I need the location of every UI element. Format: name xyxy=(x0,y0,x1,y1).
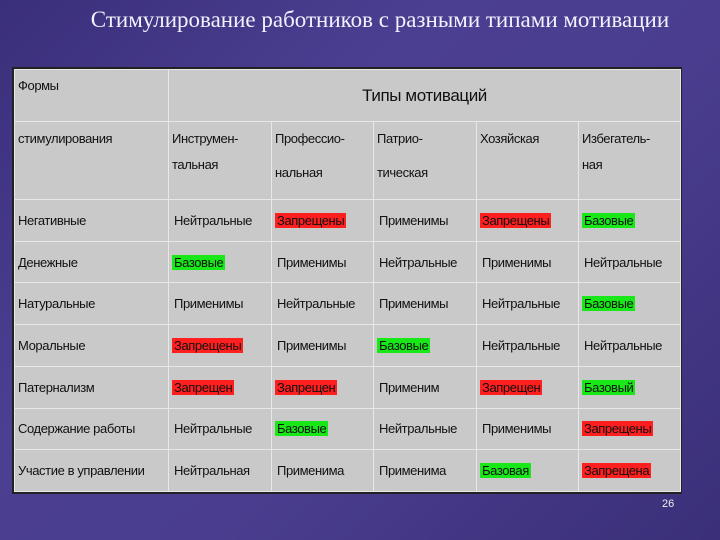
table-row xyxy=(15,408,681,450)
table-row xyxy=(15,450,681,492)
base-badge: Базовые xyxy=(277,421,327,437)
table-cell xyxy=(477,450,579,492)
table-cell xyxy=(374,450,477,492)
col-label-line1: Инструмен- xyxy=(172,131,239,146)
header-row-1 xyxy=(15,70,681,122)
row-form-label: Патернализм xyxy=(15,366,169,408)
cell-value: Нейтральные xyxy=(482,296,561,312)
table-cell xyxy=(477,408,579,450)
row-form-label: Содержание работы xyxy=(15,408,169,450)
forbidden-badge: Запрещены xyxy=(174,337,242,353)
base-badge: Базовая xyxy=(482,463,529,479)
cell-value: Нейтральная xyxy=(174,463,250,479)
cell-value: Нейтральные xyxy=(482,337,561,353)
header-motivation-types: Типы мотиваций xyxy=(169,70,681,122)
cell-value: Нейтральные xyxy=(584,337,663,353)
forbidden-badge: Запрещена xyxy=(584,463,650,479)
table-cell xyxy=(477,200,579,242)
table-cell xyxy=(374,200,477,242)
header-col-patriotic xyxy=(374,122,477,200)
table-cell xyxy=(169,283,272,325)
table-cell xyxy=(579,241,681,283)
table-cell xyxy=(374,325,477,367)
cell-value: Нейтральные xyxy=(174,421,253,437)
stimulation-table xyxy=(14,69,681,492)
table-cell xyxy=(272,200,374,242)
cell-value: Применимы xyxy=(379,296,449,312)
table-cell xyxy=(272,450,374,492)
table-cell xyxy=(579,408,681,450)
cell-value: Нейтральные xyxy=(277,296,356,312)
col-label-line2: нальная xyxy=(275,165,323,180)
base-badge: Базовые xyxy=(584,296,634,312)
table-cell xyxy=(579,325,681,367)
table-cell xyxy=(169,241,272,283)
table-cell xyxy=(374,241,477,283)
table-row xyxy=(15,366,681,408)
table-cell xyxy=(272,241,374,283)
table-cell xyxy=(272,408,374,450)
row-form-label: Денежные xyxy=(15,241,169,283)
forbidden-badge: Запрещен xyxy=(277,379,336,395)
forbidden-badge: Запрещены xyxy=(482,212,550,228)
col-label-line1: Избегатель- xyxy=(582,131,650,146)
table-cell xyxy=(272,366,374,408)
table-cell xyxy=(169,325,272,367)
header-col-professional xyxy=(272,122,374,200)
base-badge: Базовый xyxy=(584,379,634,395)
forbidden-badge: Запрещен xyxy=(174,379,233,395)
cell-value: Применимы xyxy=(174,296,244,312)
cell-value: Нейтральные xyxy=(379,421,458,437)
base-badge: Базовые xyxy=(584,212,634,228)
cell-value: Применима xyxy=(277,463,345,479)
col-label-line1: Патрио- xyxy=(377,131,423,146)
row-form-label: Негативные xyxy=(15,200,169,242)
page-number: 26 xyxy=(662,498,675,510)
row-form-label: Участие в управлении xyxy=(15,450,169,492)
header-col-avoidant xyxy=(579,122,681,200)
header-row-2 xyxy=(15,122,681,200)
header-col-master xyxy=(477,122,579,200)
row-form-label: Моральные xyxy=(15,325,169,367)
table-cell xyxy=(579,450,681,492)
cell-value: Применимы xyxy=(277,254,347,270)
table-row xyxy=(15,200,681,242)
col-label-line2: ная xyxy=(582,157,603,172)
table-cell xyxy=(477,283,579,325)
header-formy: Формы xyxy=(15,70,169,122)
table-cell xyxy=(477,366,579,408)
table-cell xyxy=(579,200,681,242)
cell-value: Нейтральные xyxy=(584,254,663,270)
cell-value: Применимы xyxy=(379,212,449,228)
forbidden-badge: Запрещены xyxy=(277,212,345,228)
base-badge: Базовые xyxy=(379,337,429,353)
table-cell xyxy=(477,241,579,283)
table-cell xyxy=(169,200,272,242)
table-cell xyxy=(169,408,272,450)
col-label-line1: Хозяйская xyxy=(480,131,540,146)
header-stim: стимулирования xyxy=(15,122,169,200)
row-form-label: Натуральные xyxy=(15,283,169,325)
table-row xyxy=(15,241,681,283)
table-cell xyxy=(579,366,681,408)
cell-value: Применим xyxy=(379,379,440,395)
table-cell xyxy=(169,366,272,408)
table-cell xyxy=(579,283,681,325)
cell-value: Нейтральные xyxy=(379,254,458,270)
forbidden-badge: Запрещен xyxy=(482,379,541,395)
motivation-table xyxy=(12,67,682,494)
cell-value: Применима xyxy=(379,463,447,479)
table-cell xyxy=(374,366,477,408)
table-cell xyxy=(169,450,272,492)
cell-value: Применимы xyxy=(277,337,347,353)
table-cell xyxy=(374,283,477,325)
header-col-instrumental xyxy=(169,122,272,200)
slide-title: Стимулирование работников с разными типами мотивации xyxy=(90,7,670,32)
table-row xyxy=(15,325,681,367)
table-cell xyxy=(272,283,374,325)
table-cell xyxy=(374,408,477,450)
table-cell xyxy=(272,325,374,367)
table-cell xyxy=(477,325,579,367)
cell-value: Нейтральные xyxy=(174,212,253,228)
cell-value: Применимы xyxy=(482,254,552,270)
col-label-line1: Профессио- xyxy=(275,131,345,146)
table-row xyxy=(15,283,681,325)
col-label-line2: тическая xyxy=(377,165,428,180)
col-label-line2: тальная xyxy=(172,157,219,172)
cell-value: Применимы xyxy=(482,421,552,437)
forbidden-badge: Запрещены xyxy=(584,421,652,437)
base-badge: Базовые xyxy=(174,254,224,270)
